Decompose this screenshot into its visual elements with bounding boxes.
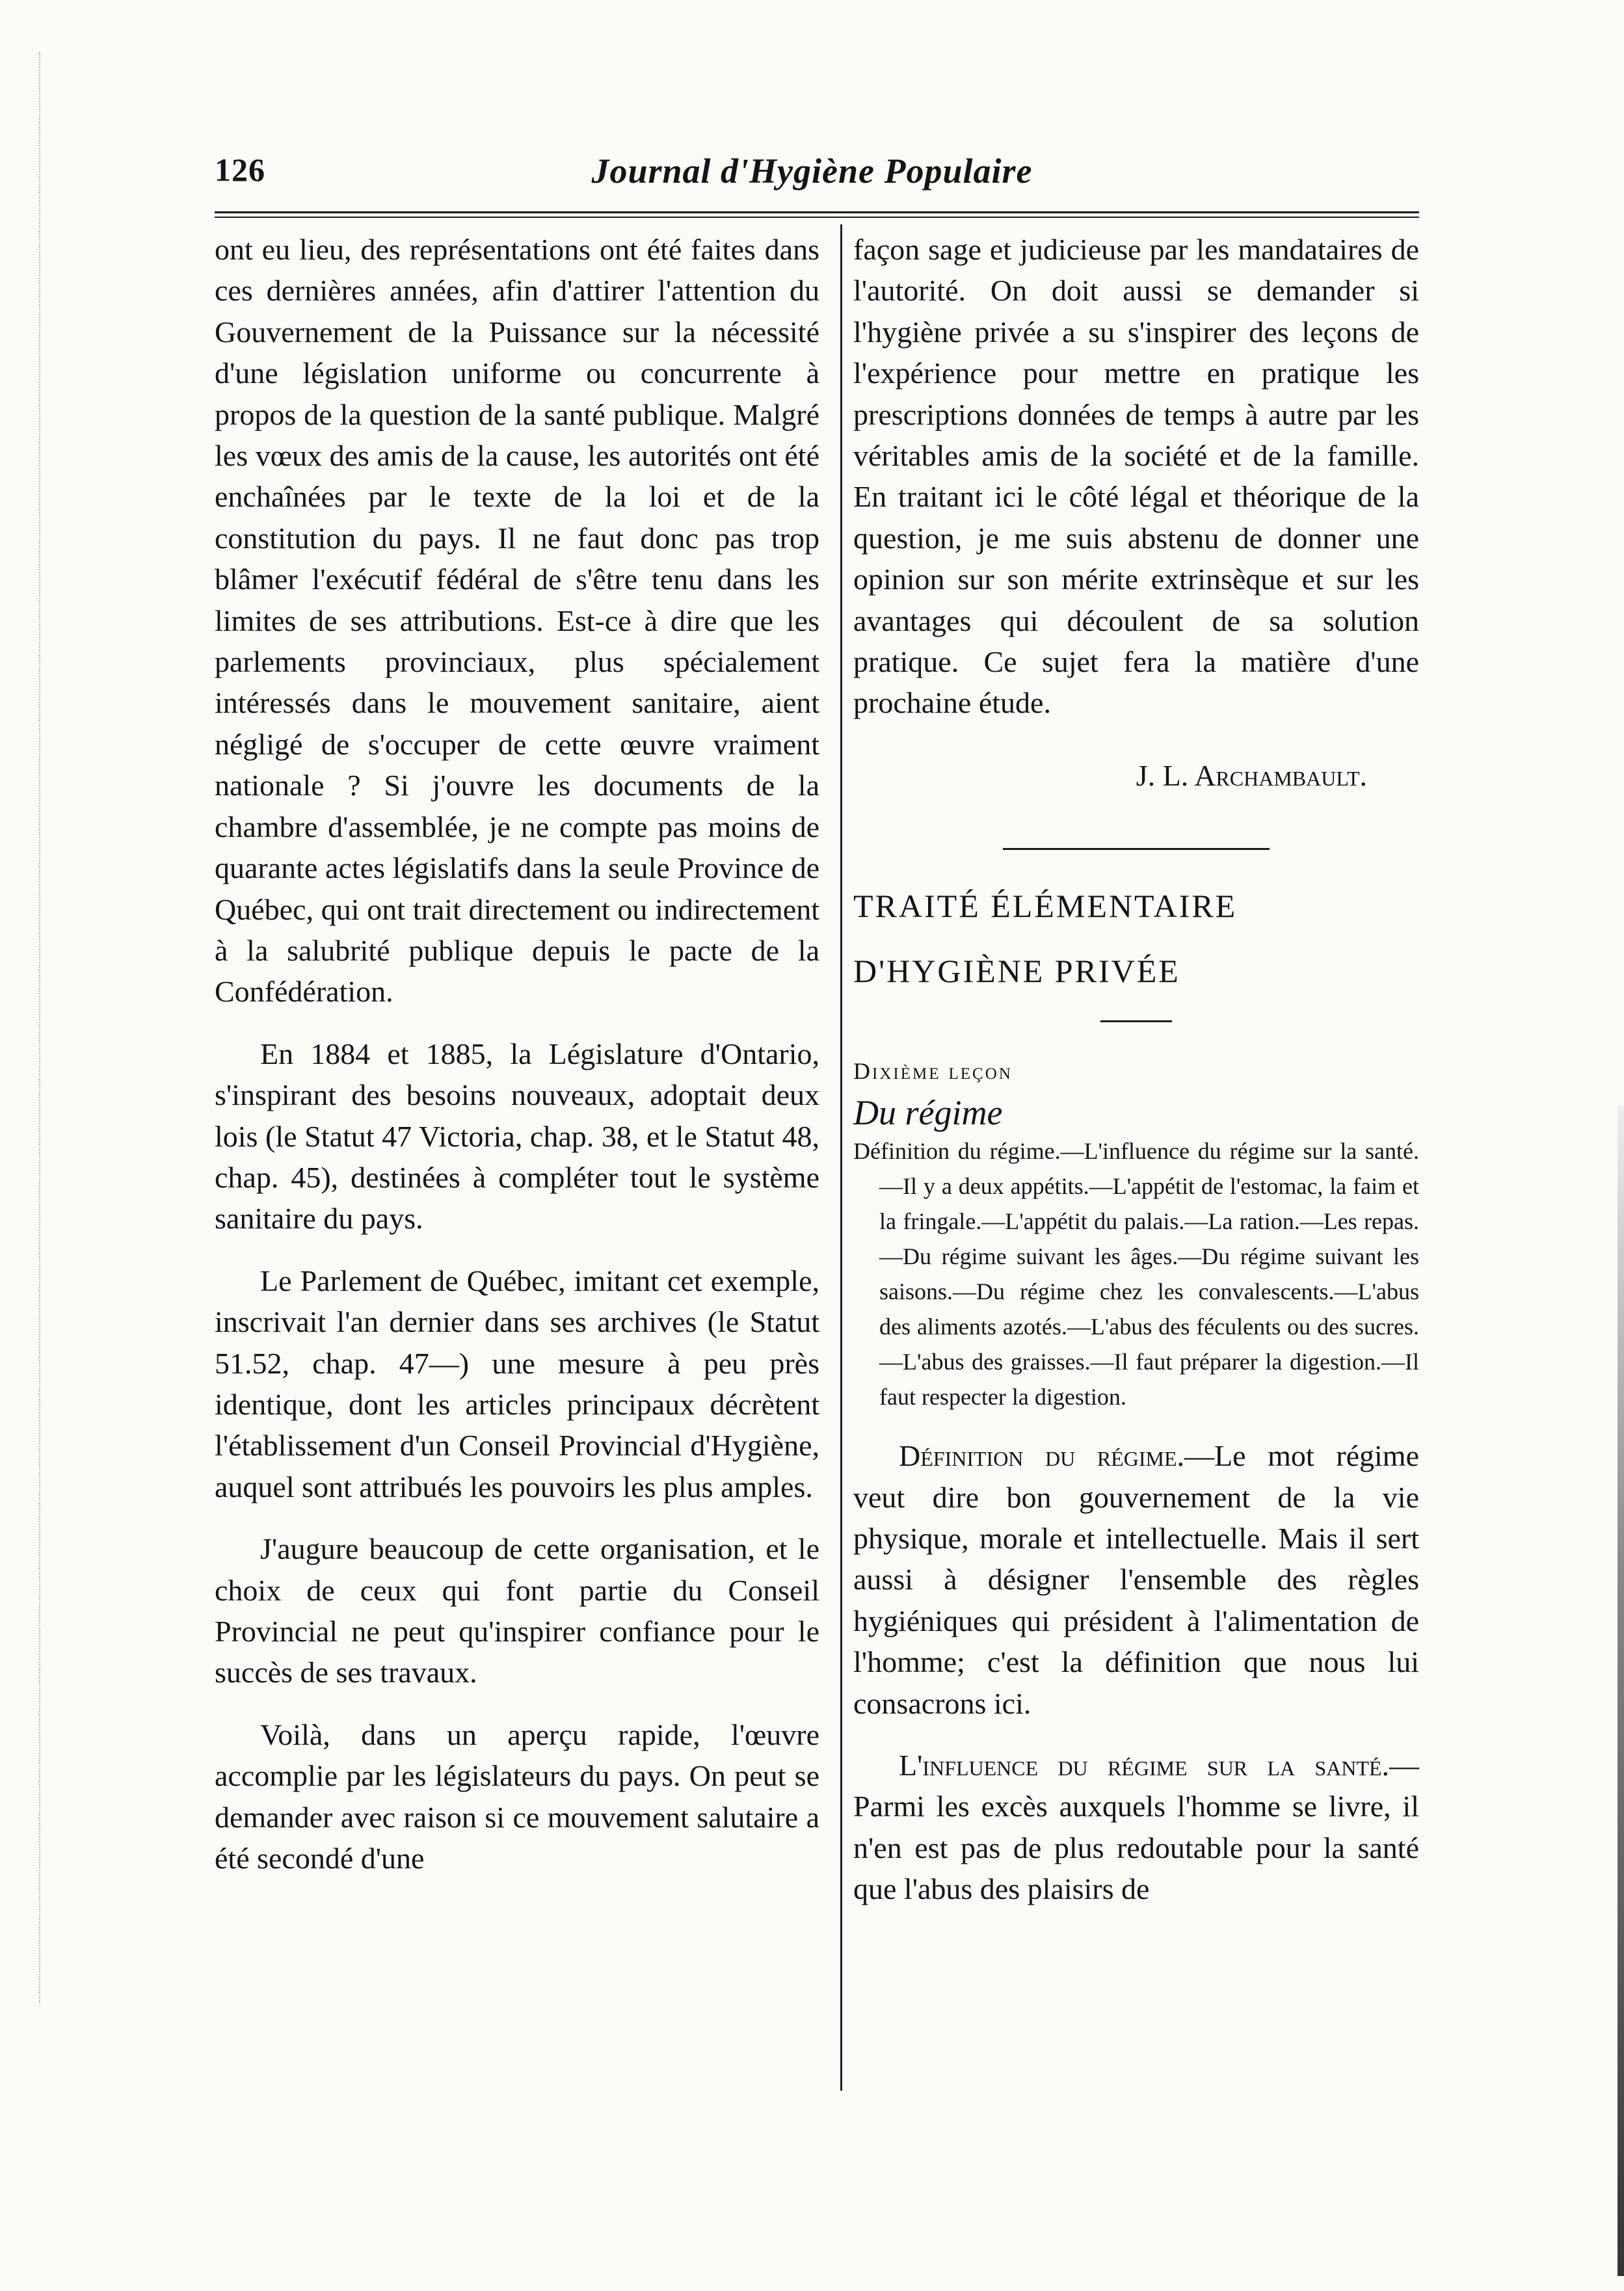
author-signature xyxy=(853,755,1419,796)
right-paragraph-continued: façon sage et judicieuse par les mandataires de l'autorité. On doit aussi se demander si l'hygiène privée a su s'inspirer des leçons de l'expérience pour mettre en pratique les prescriptions données de temps à autre par les véritables amis de la société et de la famille. En traitant ici le côté légal et théorique de la question, je me suis abstenu de donner une opinion sur son mérite extrinsèque et sur les avantages qui découlent de sa solution pratique. Ce sujet fera la matière d'une prochaine étude. xyxy=(853,233,1419,720)
column-divider xyxy=(840,224,842,2091)
section-definition xyxy=(853,1435,1419,1724)
section-separator-rule xyxy=(1003,848,1270,850)
section-influence-body: —Parmi les excès auxquels l'homme se livre, il n'en est pas de plus redoutable pour la santé que l'abus des plaisirs de xyxy=(853,1748,1419,1906)
title-separator-rule xyxy=(1100,1020,1172,1022)
left-paragraph-1: ont eu lieu, des représentations ont été faites dans ces dernières années, afin d'attirer l'attention du Gouvernement de la Puissance sur la nécessité d'une législation uniforme ou concurrente à propos de la question de la santé publique. Malgré les vœux des amis de la cause, les autorités ont été enchaînées par le texte de la loi et de la constitution du pays. Il ne faut donc pas trop blâmer l'exécutif fédéral de s'être tenu dans les limites de ses attributions. Est-ce à dire que les parlements provinciaux, plus spécialement intéressés dans le mouvement sanitaire, aient négligé de s'occuper de cette œuvre vraiment nationale ? Si j'ouvre les documents de la chambre d'assemblée, je ne compte pas moins de quarante actes législatifs dans la seule Province de Québec, qui ont trait directement ou indirectement à la salubrité publique depuis le pacte de la Confédération. xyxy=(215,233,819,1009)
lesson-summary: Définition du régime.—L'influence du régime sur la santé.—Il y a deux appétits.—L'appétit de l'estomac, la faim et la fringale.—L'appétit du palais.—La ration.—Les repas.—Du régime suivant les âges.—Du régime suivant les saisons.—Du régime chez les convalescents.—L'abus des aliments azotés.—L'abus des féculents ou des sucres.—L'abus des graisses.—Il faut préparer la digestion.—Il faut respecter la digestion. xyxy=(853,1138,1419,1410)
section-definition-body: —Le mot régime veut dire bon gouvernement de la vie physique, morale et intellectuelle. Mais il sert aussi à désigner l'ensemble des règles hygiéniques qui président à l'alimentation de l'homme; c'est la définition que nous lui consacrons ici. xyxy=(853,1439,1419,1720)
header-rule-secondary xyxy=(215,217,1419,218)
treatise-title-line1: TRAITÉ ÉLÉMENTAIRE xyxy=(853,888,1238,925)
running-title: Journal d'Hygiène Populaire xyxy=(591,152,1033,191)
left-paragraph-3: Le Parlement de Québec, imitant cet exemple, inscrivait l'an dernier dans ses archives (le Statut 51.52, chap. 47—) une mesure à peu près identique, dont les articles principaux décrètent l'établissement d'un Conseil Provincial d'Hygiène, auquel sont attribués les pouvoirs les plus amples. xyxy=(215,1264,819,1503)
section-influence xyxy=(853,1745,1419,1910)
left-paragraph-2: En 1884 et 1885, la Législature d'Ontario, s'inspirant des besoins nouveaux, adoptait deux lois (le Statut 47 Victoria, chap. 38, et le Statut 48, chap. 45), destinées à compléter tout le système sanitaire du pays. xyxy=(215,1037,819,1236)
scan-right-edge-shadow xyxy=(1617,1106,1624,2276)
section-influence-head: L'influence du régime sur la santé. xyxy=(899,1748,1389,1782)
page-number: 126 xyxy=(215,152,265,188)
lesson-title: Du régime xyxy=(853,1093,1003,1132)
section-definition-head: Définition du régime. xyxy=(899,1439,1184,1473)
left-column xyxy=(215,229,819,1879)
lesson-label: Dixième leçon xyxy=(853,1058,1013,1085)
left-paragraph-5: Voilà, dans un aperçu rapide, l'œuvre accomplie par les législateurs du pays. On peut se demander avec raison si ce mouvement salutaire a été secondé d'une xyxy=(215,1717,819,1875)
scan-margin-marks xyxy=(39,52,66,2003)
author-name: J. L. Archambault. xyxy=(1136,758,1367,792)
treatise-title-line2: D'HYGIÈNE PRIVÉE xyxy=(853,953,1180,990)
right-column xyxy=(853,229,1419,1910)
header-rule xyxy=(215,211,1419,213)
left-paragraph-4: J'augure beaucoup de cette organisation, et le choix de ceux qui font partie du Conseil Provincial ne peut qu'inspirer confiance pour le succès de ses travaux. xyxy=(215,1532,819,1689)
